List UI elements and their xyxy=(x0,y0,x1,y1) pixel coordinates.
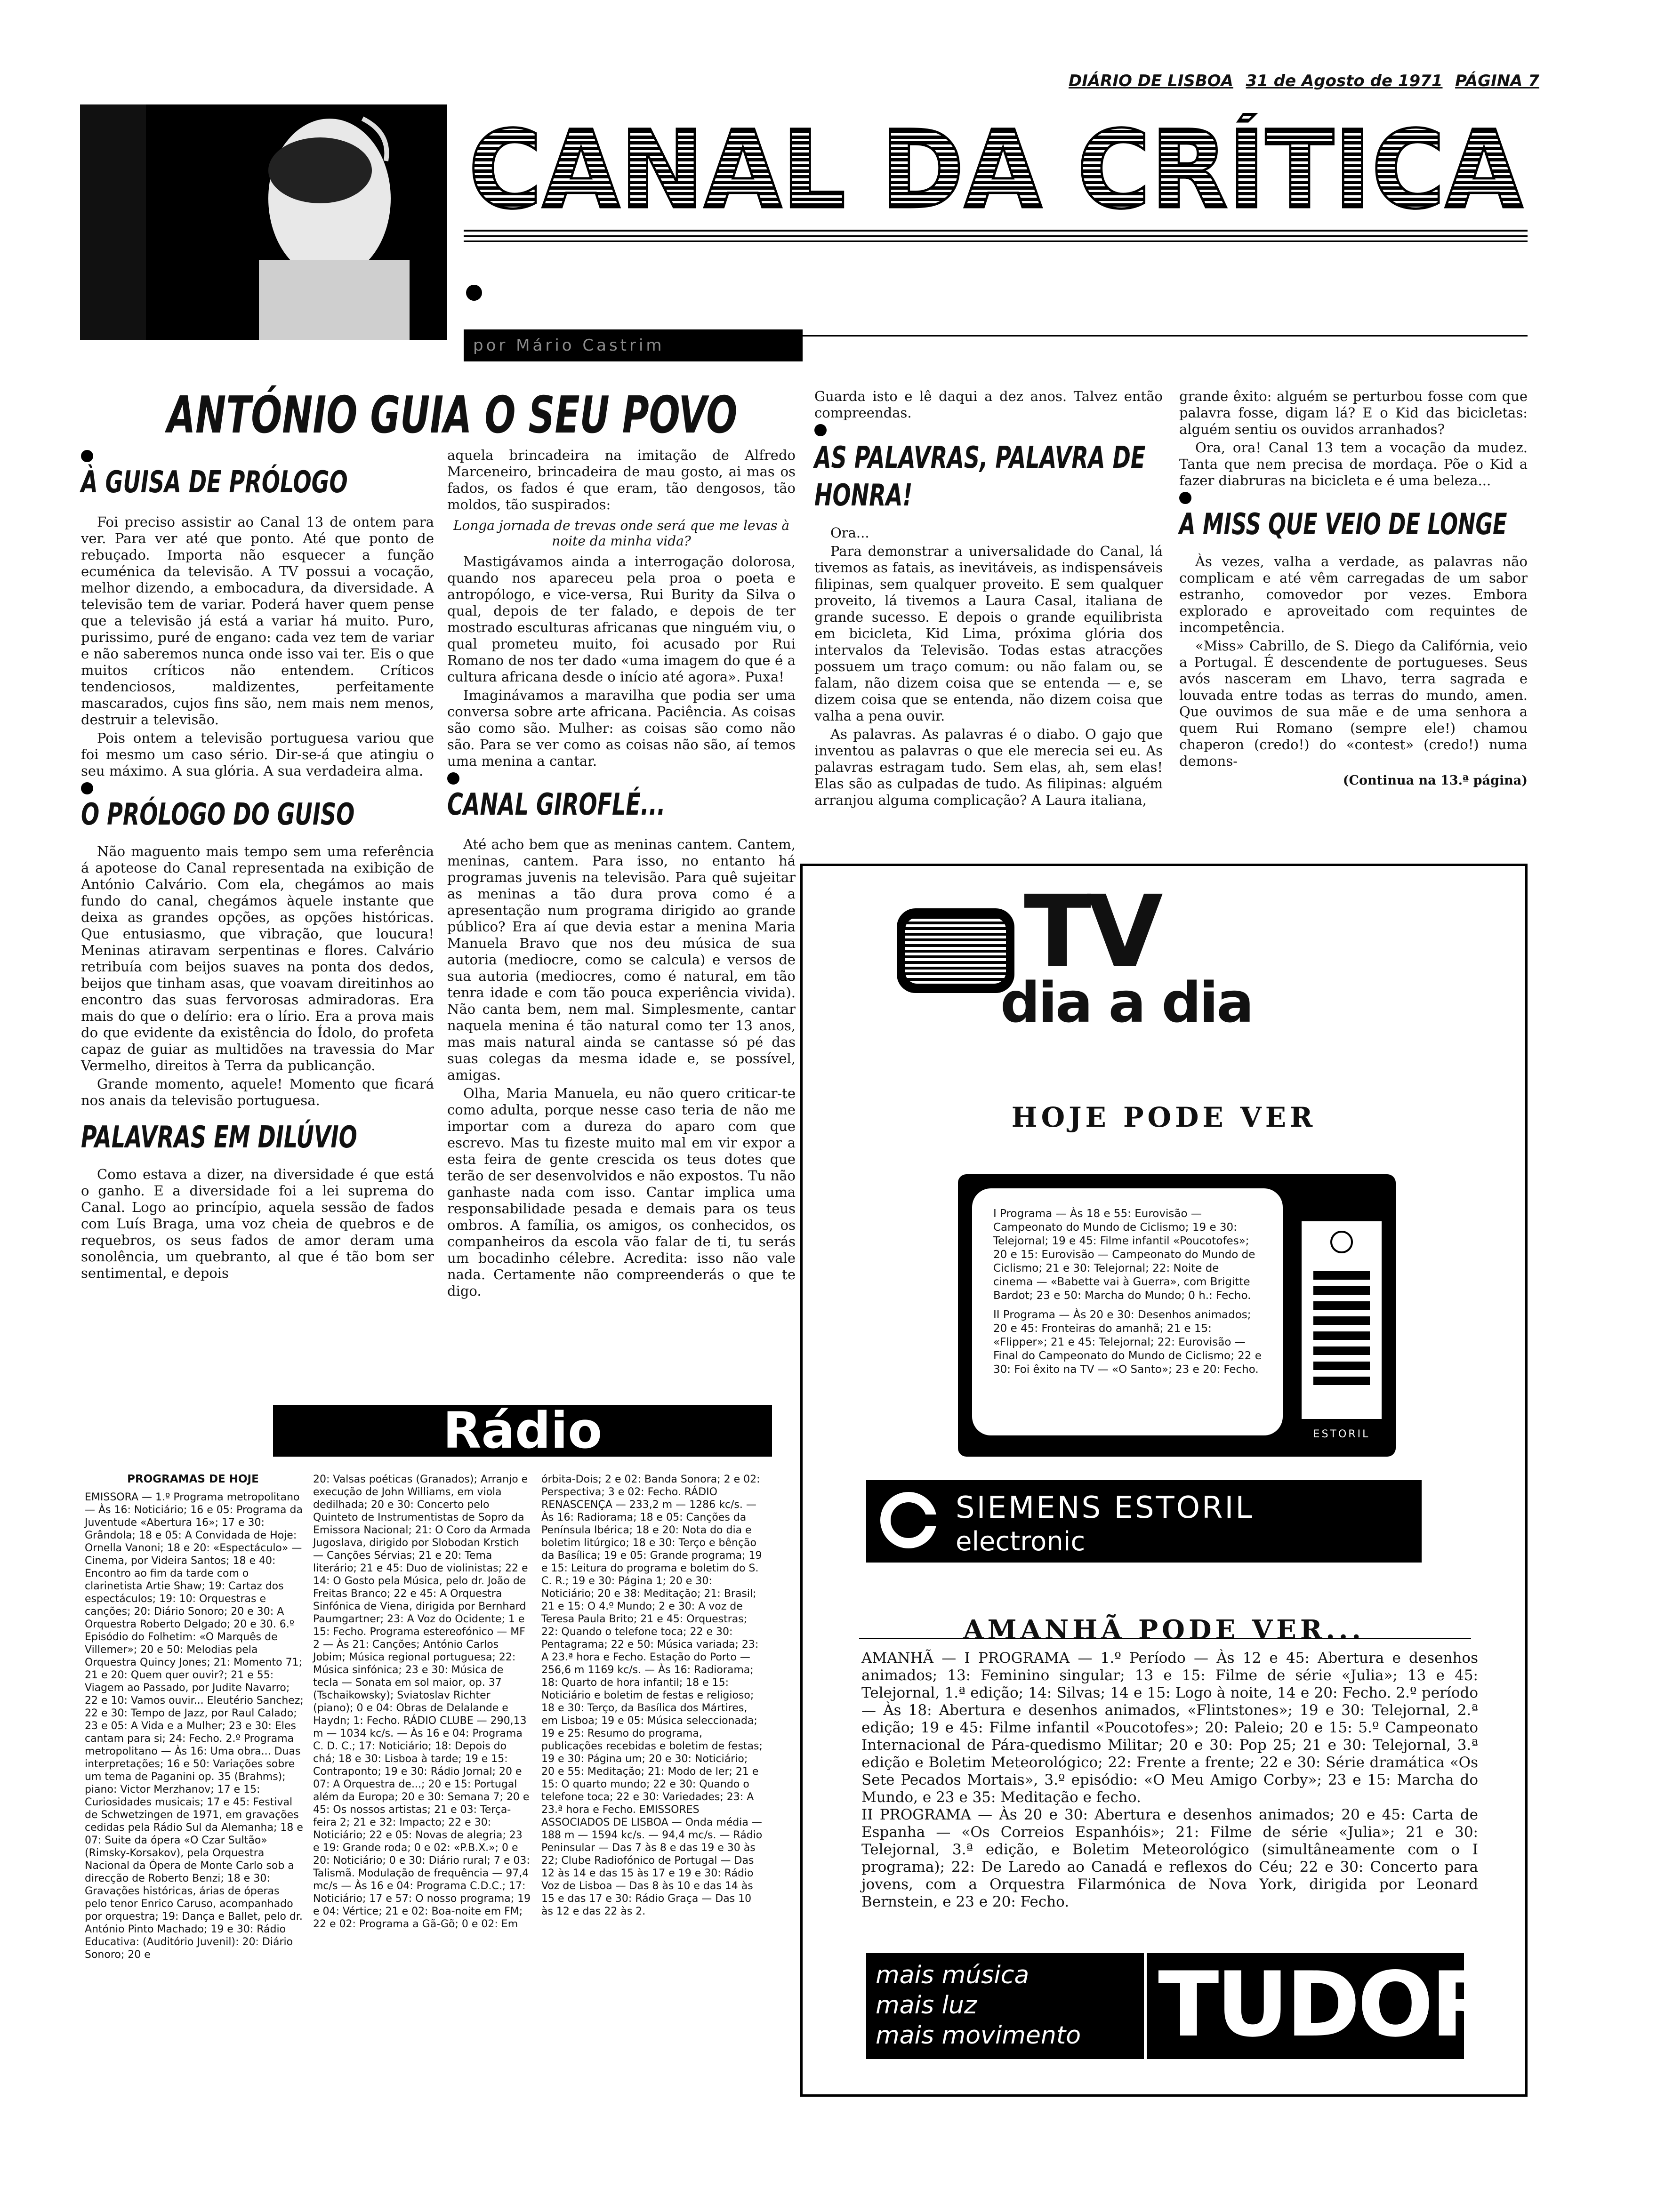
article-column-3 xyxy=(814,388,1163,810)
radio-programs-title: PROGRAMAS DE HOJE xyxy=(127,1473,259,1485)
paragraph: Mastigávamos ainda a interrogação dolorosa, quando nos apareceu pela proa o poeta e antropólogo, e vice-versa, Rui Burity da Silva o qual, depois de ter falado, e depois de ter mostrado esculturas africanas que ninguém viu, o qual prometeu muito, foi acusado por Rui Romano de nos ter dado «uma imagem do que é a cultura africana desde o início até agora». Puxa! xyxy=(447,553,796,685)
siemens-tagline: electronic xyxy=(956,1526,1086,1557)
bullet xyxy=(1179,492,1191,504)
tudor-slogan-line: mais música xyxy=(876,1961,1030,1989)
page-number: PÁGINA 7 xyxy=(1455,72,1539,90)
screen-program-2: II Programa — Às 20 e 30: Desenhos animados; 20 e 45: Fronteiras do amanhã; 21 e 15: «Flipper»; 21 e 45: Telejornal; 22: Eurovisão — Final do Campeonato do Mundo de Ciclismo; 22 e 30: Foi êxito na TV — «O Santo»; 23 e 20: Fecho. xyxy=(993,1309,1262,1376)
radio-column-1 xyxy=(85,1491,304,1961)
today-title: HOJE PODE VER xyxy=(1011,1101,1317,1133)
siemens-logo-icon xyxy=(880,1492,937,1548)
poem-quote: Longa jornada de trevas onde será que me levas à noite da minha vida? xyxy=(453,518,790,549)
paragraph: Foi preciso assistir ao Canal 13 de ontem para ver. Para ver até que ponto. Até que ponto de rebuçado. Importa não esquecer a função ecuménica da televisão. A TV possui a vocação, melhor dizendo, a embocadura, da diversidade. A televisão tem de variar. Poderá haver quem pense que a televisão já está a variar há muito. Puro, purissimo, puré de engano: cada vez tem de variar e não saberemos nunca onde isso vai ter. Eis o que muitos críticos não entendem. Críticos tendenciosos, maldizentes, perfeitamente mascarados, cujos fins são, nem mais nem menos, destruir a televisão. xyxy=(81,514,434,728)
paragraph: Pois ontem a televisão portuguesa variou que foi mesmo um caso sério. Dir-se-á que atingiu o seu máximo. A sua glória. A sua verdadeira alma. xyxy=(81,730,434,779)
byline: por Mário Castrim xyxy=(473,336,665,355)
section-title-diluvio: PALAVRAS EM DILÚVIO xyxy=(81,1120,357,1155)
screen-program-1: I Programa — Às 18 e 55: Eurovisão — Campeonato do Mundo de Ciclismo; 19 e 30: Telejornal; 19 e 45: Filme infantil «Poucotofes»; 20 e 15: Eurovisão — Campeonato do Mundo de Ciclismo; 21 e 30: Telejornal; 22: Noite de cinema — «Babette vai à Guerra», com Brigitte Bardot; 23 e 50: Marcha do Mundo; 0 h.: Fecho. xyxy=(993,1208,1255,1302)
paragraph: grande êxito: alguém se perturbou fosse com que palavra fosse, digam lá? E o Kid das bicicletas: alguém sentiu os ouvidos arranhados? xyxy=(1179,388,1528,437)
bullet xyxy=(447,772,459,785)
tudor-slogan-line: mais movimento xyxy=(876,2021,1081,2050)
siemens-ad xyxy=(866,1480,1422,1563)
tomorrow-schedule xyxy=(861,1650,1478,1911)
radio-column-2 xyxy=(313,1473,532,1931)
paragraph: «Miss» Cabrillo, de S. Diego da Califórnia, veio a Portugal. É descendente de portugueses. Seus avós nasceram em Lhavo, terra sagrada e louvada entre todas as terras do mundo, amen. Que ouvimos de sua mãe e de uma senhora a quem Rui Romano (sempre ele!) chamou chaperon (credo!) do «contest» (credo!) numa demons- xyxy=(1179,638,1528,769)
section-title-prologo: À GUISA DE PRÓLOGO xyxy=(81,465,348,500)
tv-guide-box xyxy=(800,864,1528,2097)
paragraph: Guarda isto e lê daqui a dez anos. Talvez então compreendas. xyxy=(814,388,1163,421)
bullet xyxy=(81,450,93,462)
main-headline: ANTÓNIO GUIA O SEU POVO xyxy=(167,386,738,445)
paragraph: aquela brincadeira na imitação de Alfredo Marceneiro, brincadeira de mau gosto, ai mas os fados, os fados é que eram, tão dengosos, tão moldos, tão suspirados: xyxy=(447,447,796,513)
paragraph: As palavras. As palavras é o diabo. O gajo que inventou as palavras o que ele merecia sei eu. As palavras estragam tudo. Sem elas, ah, sem elas! Elas são as culpadas de tudo. As filipinas: alguém arranjou alguma complicação? A Laura italiana, xyxy=(814,726,1163,808)
paragraph: Ora, ora! Canal 13 tem a vocação da mudez. Tanta que nem precisa de mordaça. Põe o Kid a fazer diabruras na bicicleta e é uma beleza... xyxy=(1179,440,1528,489)
masthead-title: CANAL DA CRÍTICA xyxy=(468,113,1523,221)
tv-logo-subtitle: dia a dia xyxy=(1000,970,1252,1035)
tomorrow-program-1: AMANHÃ — I PROGRAMA — 1.º Período — Às 12 e 45: Abertura e desenhos animados; 13: Feminino singular; 13 e 15: Filme de série «Julia»; 13 e 45: Telejornal, 1.ª edição; 14: Silvas; 14 e 15: Logo à noite, 14 e 20: Fecho. 2.º período — Às 18: Abertura e desenhos animados, «Flintstones»; 19 e 30: Telejornal, 2.ª edição; 19 e 45: Filme infantil «Poucotofes»; 20: Paleio; 20 e 15: 5.º Campeonato Internacional de Pára-quedismo Militar; 20 e 30: Pop 25; 21 e 30: Telejornal, 3.ª edição e Boletim Meteorológico; 22: Frente a frente; 22 e 30: Série dramática «Os Sete Pecados Mortais», 3.º episódio: «O Meu Amigo Corby»; 23 e 15: Marcha do Mundo, e 23 e 35: Meditação e fecho. xyxy=(861,1650,1478,1806)
paragraph: Imaginávamos a maravilha que podia ser uma conversa sobre arte africana. Paciência. As coisas são como são. Mulher: as coisas são como não são. Para se ver como as coisas não são, aí temos uma menina a cantar. xyxy=(447,687,796,769)
paragraph: Até acho bem que as meninas cantem. Cantem, meninas, cantem. Para isso, no entanto há programas juvenis na televisão. Para quê sujeitar as meninas a tão dura prova como é a apresentação num programa dirigido ao grande público? Era aí que devia estar a menina Maria Manuela Bravo que nos deu música de sua autoria (mediocre, como se calcula) e versos de sua autoria (mediocres, como é natural, em tão tenra idade e com tão pouca experiência vivida). Não canta bem, nem mal. Simplesmente, cantar naquela menina é tão natural como ter 13 anos, mas mais natural ainda se cantasse só pé das suas colegas da mesma idade e, se possível, amigas. xyxy=(447,836,796,1083)
section-title-guiso: O PRÓLOGO DO GUISO xyxy=(81,797,355,832)
paragraph: Ora... xyxy=(830,525,869,541)
bullet xyxy=(814,424,827,436)
bullet xyxy=(81,782,93,794)
tudor-slogan xyxy=(876,1960,1081,2051)
tudor-slogan-line: mais luz xyxy=(876,1991,977,2020)
paragraph: Às vezes, valha a verdade, as palavras não complicam e até vêm carregadas de um sabor estranho, comovedor por vezes. Embora explorado e aproveitado com requintes de incompetência. xyxy=(1179,553,1528,635)
masthead-rules xyxy=(464,230,1528,249)
tudor-ad xyxy=(866,1953,1497,2059)
issue-date: 31 de Agosto de 1971 xyxy=(1246,72,1443,90)
tomorrow-rule xyxy=(859,1638,1471,1639)
portrait-photo xyxy=(80,104,447,340)
tomorrow-program-2: II PROGRAMA — Às 20 e 30: Abertura e desenhos animados; 20 e 45: Carta de Espanha — «Os Correios Espanhóis»; 21: Filme de série «Julia»; 21 e 30: Telejornal, 3.ª edição, e Boletim Meteorológico (simultâneamente com o I programa); 22: De Laredo ao Canadá e reflexos do Céu; 22 e 30: Concerto para jovens, com a Orquestra Filarmónica de Nova York, dirigida por Leonard Bernstein, e 23 e 20: Fecho. xyxy=(861,1806,1478,1910)
paragraph: Não maguento mais tempo sem uma referência á apoteose do Canal representada na exibição de António Calvário. Com ela, chegámos ao mais fundo do canal, chegámos àquele instante que deixa as grandes opções, as opções históricas. Que entusiasmo, que vibração, que loucura! Meninas atiravam serpentinas e flores. Calvário retribuía com beijos suaves na ponta dos dedos, beijos que tinham asas, que voavam direitinhos ao encontro das suas fervorosas admiradoras. Era mais do que o delírio: era o lírio. Era a prova mais do que evidente da existência do Ídolo, do profeta capaz de guiar as multidões na travessia do Mar Vermelho, direitos à Terra da publicanção. xyxy=(81,843,434,1074)
page-header xyxy=(1069,72,1539,90)
radio-listing: EMISSORA — 1.º Programa metropolitano — Às 16: Noticiário; 16 e 05: Programa da Juventude «Abertura 16»; 17 e 30: Grândola; 18 e 05: A Convidada de Hoje: Ornella Vanoni; 18 e 20: «Espectáculo» — Cinema, por Videira Santos; 18 e 40: Encontro ao fim da tarde com o clarinetista Artie Shaw; 19: Cartaz dos espectáculos; 19: 10: Orquestras e canções; 20: Diário Sonoro; 20 e 30: A Orquestra Roberto Delgado; 20 e 30. 6.º Episódio do Folhetim: «O Marquês de Villemer»; 20 e 50: Melodias pela Orquestra Quincy Jones; 21: Momento 71; 21 e 20: Quem quer ouvir?; 21 e 55: Viagem ao Passado, por Judite Navarro; 22 e 10: Vamos ouvir... Eleutério Sanchez; 22 e 30: Tempo de Jazz, por Raul Calado; 23 e 05: A Vida e a Mulher; 23 e 30: Eles cantam para si; 24: Fecho. 2.º Programa metropolitano — Às 16: Uma obra... Duas interpretações; 16 e 50: Variações sobre um tema de Paganini op. 35 (Brahms); piano: Victor Merzhanov; 17 e 15: Curiosidades musicais; 17 e 45: Festival de Schwetzingen de 1971, em gravações cedidas pela Rádio Sul da Alemanha; 18 e 07: Suite da ópera «O Czar Sultão» (Rimsky-Korsakov), pela Orquestra Nacional da Ópera de Monte Carlo sob a direcção de Roberto Benzi; 18 e 30: Gravações históricas, árias de óperas pelo tenor Enrico Caruso, acompanhado por orquestra; 19: Dança e Ballet, pelo dr. António Pinto Machado; 19 e 30: Rádio Educativa: (Auditório Juvenil): 20: Diário Sonoro; 20 e xyxy=(85,1491,304,1961)
masthead-bullet xyxy=(466,285,482,301)
continued-note: (Continua na 13.ª página) xyxy=(1343,773,1528,788)
radio-banner xyxy=(273,1402,772,1459)
tv-screen xyxy=(972,1188,1283,1435)
section-masthead xyxy=(464,113,1528,221)
tv-control-panel xyxy=(1302,1221,1382,1419)
section-title-palavras: AS PALAVRAS, PALAVRA DE HONRA! xyxy=(814,441,1146,513)
paragraph: Como estava a dizer, na diversidade é que está o ganho. E a diversidade foi a lei suprema do Canal. Logo ao princípio, aquela sessão de fados com Luís Braga, uma voz cheia de quebros e de requebros, os seus fados de amor deram uma sonolência, um quebranto, al que é tão bom ser sentimental, e depois xyxy=(81,1166,434,1281)
article-column-1 xyxy=(81,447,434,1283)
article-column-4 xyxy=(1179,388,1528,788)
paragraph: Para demonstrar a universalidade do Canal, lá tivemos as fatais, as inevitáveis, as indispensáveis filipinas, sem qualquer proveito. E sem qualquer proveito, lá tivemos a Laura Casal, italiana de grande sucesso. E depois o grande equilibrista em bicicleta, Kid Lima, próxima glória dos intervalos da Televisão. Todas estas atracções possuem um traço comum: ou não falam ou, se falam, não dizem coisa que se entenda — e, se dizem coisa que se entenda, não dizem coisa que valha a pena ouvir. xyxy=(814,543,1163,724)
tudor-brand: TUDOR xyxy=(1158,1953,1497,2057)
tomorrow-title: AMANHÃ PODE VER... xyxy=(963,1614,1365,1645)
tv-logo-text: TV xyxy=(1024,874,1158,989)
radio-listing: 20: Valsas poéticas (Granados); Arranjo e execução de John Williams, em viola dedilhada; 20 e 30: Concerto pelo Quinteto de Instrumentistas de Sopro da Emissora Nacional; 21: O Coro da Armada Jugoslava, dirigido por Slobodan Krstich — Canções Sérvias; 21 e 20: Tema literário; 21 e 45: Duo de violinistas; 22 e 14: O Gosto pela Música, pelo dr. João de Freitas Branco; 22 e 45: A Orquestra Sinfónica de Viena, dirigida por Bernhard Paumgartner; 23: A Voz do Ocidente; 1 e 15: Fecho. Programa estereofónico — MF 2 — Às 21: Canções; António Carlos Jobim; Música regional portuguesa; 22: Música sinfónica; 23 e 30: Música de tecla — Sonata em sol maior, op. 37 (Tschaikowsky); Sviatoslav Richter (piano); 0 e 04: Obras de Delalande e Haydn; 1: Fecho. RÁDIO CLUBE — 290,13 m — 1034 kc/s. — Às 16 e 04: Programa C. D. C.; 17: Noticiário; 18: Depois do chá; 18 e 30: Lisboa à tarde; 19 e 15: Contraponto; 19 e 30: Rádio Jornal; 20 e 07: A Orquestra de...; 20 e 15: Portugal além da Europa; 20 e 30: Semana 7; 20 e 45: Os nossos artistas; 21 e 03: Terça-feira 2; 21 e 32: Impacto; 22 e 30: Noticiário; 22 e 05: Novas de alegria; 23 e 19: Grande roda; 0 e 02: «P.B.X.»; 0 e 20: Noticiário; 0 e 30: Diário rural; 7 e 03: Talismã. Modulação de frequência — 97,4 mc/s — Às 16 e 04: Programa C.D.C.; 17: Noticiário; 17 e 57: O nosso programa; 19 e 04: Vértice; 21 e 02: Boa-noite em FM; 22 e 02: Programa a Gã-Gõ; 0 e 02: Em xyxy=(313,1474,531,1930)
radio-title: Rádio xyxy=(442,1402,603,1459)
paragraph: Olha, Maria Manuela, eu não quero criticar-te como adulta, porque nesse caso teria de não me importar com a dureza do aparo com que escrevo. Mas tu fizeste muito mal em vir expor a esta feira de gente crescida os teus dotes que terão de ser desenvolvidos e não expostos. Tu não ganhaste nada com isso. Cantar implica uma responsabilidade pesada e demais para os teus ombros. A família, os amigos, os conhecidos, os companheiros da escola vão falar de ti, tu serás um bocadinho célebre. Acredita: isso não vale nada. Certamente não compreenderás o que te digo. xyxy=(447,1085,796,1299)
paragraph: Grande momento, aquele! Momento que ficará nos anais da televisão portuguesa. xyxy=(81,1076,434,1108)
tv-logo-screen xyxy=(897,908,1014,993)
article-column-2 xyxy=(447,447,796,1301)
newspaper-name: DIÁRIO DE LISBOA xyxy=(1069,72,1233,90)
section-title-miss: A MISS QUE VEIO DE LONGE xyxy=(1179,507,1507,541)
radio-listing: órbita-Dois; 2 e 02: Banda Sonora; 2 e 02: Perspectiva; 3 e 02: Fecho. RÁDIO RENASCENÇA — 233,2 m — 1286 kc/s. — Às 16: Radiorama; 18 e 05: Canções da Península Ibérica; 18 e 20: Nota do dia e boletim litúrgico; 18 e 30: Terço e bênção da Basílica; 19 e 05: Grande programa; 19 e 15: Leitura do programa e boletim do S. C. R.; 19 e 30: Página 1; 20 e 30: Noticiário; 20 e 38: Meditação; 21: Brasil; 21 e 15: O 4.º Mundo; 2 e 30: A voz de Teresa Paula Brito; 21 e 45: Orquestras; 22: Quando o telefone toca; 22 e 30: Pentagrama; 22 e 50: Música variada; 23: A 23.ª hora e Fecho. Estação do Porto — 256,6 m 1169 kc/s. — Às 16: Radiorama; 18: Quarto de hora infantil; 18 e 15: Noticiário e boletim de festas e religioso; 18 e 30: Terço, da Basílica dos Mártires, em Lisboa; 19 e 05: Música seleccionada; 19 e 25: Resumo do programa, publicações recebidas e boletim de festas; 19 e 30: Página um; 20 e 30: Noticiário; 20 e 55: Meditação; 21: Modo de ler; 21 e 15: O quarto mundo; 22 e 30: Quando o telefone toca; 22 e 30: Variedades; 23: A 23.ª hora e Fecho. EMISSORES ASSOCIADOS DE LISBOA — Onda média — 188 m — 1594 kc/s. — 94,4 mc/s. — Rádio Peninsular — Das 7 às 8 e das 19 e 30 às 22; Clube Radiofónico de Portugal — Das 12 às 14 e das 15 às 17 e 19 e 30: Rádio Voz de Lisboa — Das 8 às 10 e das 14 às 15 e das 17 e 30: Rádio Graça — Das 10 às 12 e das 22 às 2. xyxy=(541,1474,763,1917)
byline-bar xyxy=(464,329,803,361)
tv-brand-label: ESTORIL xyxy=(1313,1428,1370,1440)
masthead-graphic xyxy=(464,113,1528,221)
siemens-brand: SIEMENS ESTORIL xyxy=(956,1491,1254,1525)
radio-column-3 xyxy=(541,1473,763,1918)
portrait-image xyxy=(80,104,447,340)
section-title-girofle: CANAL GIROFLÉ... xyxy=(447,787,666,822)
television-set xyxy=(958,1174,1396,1457)
